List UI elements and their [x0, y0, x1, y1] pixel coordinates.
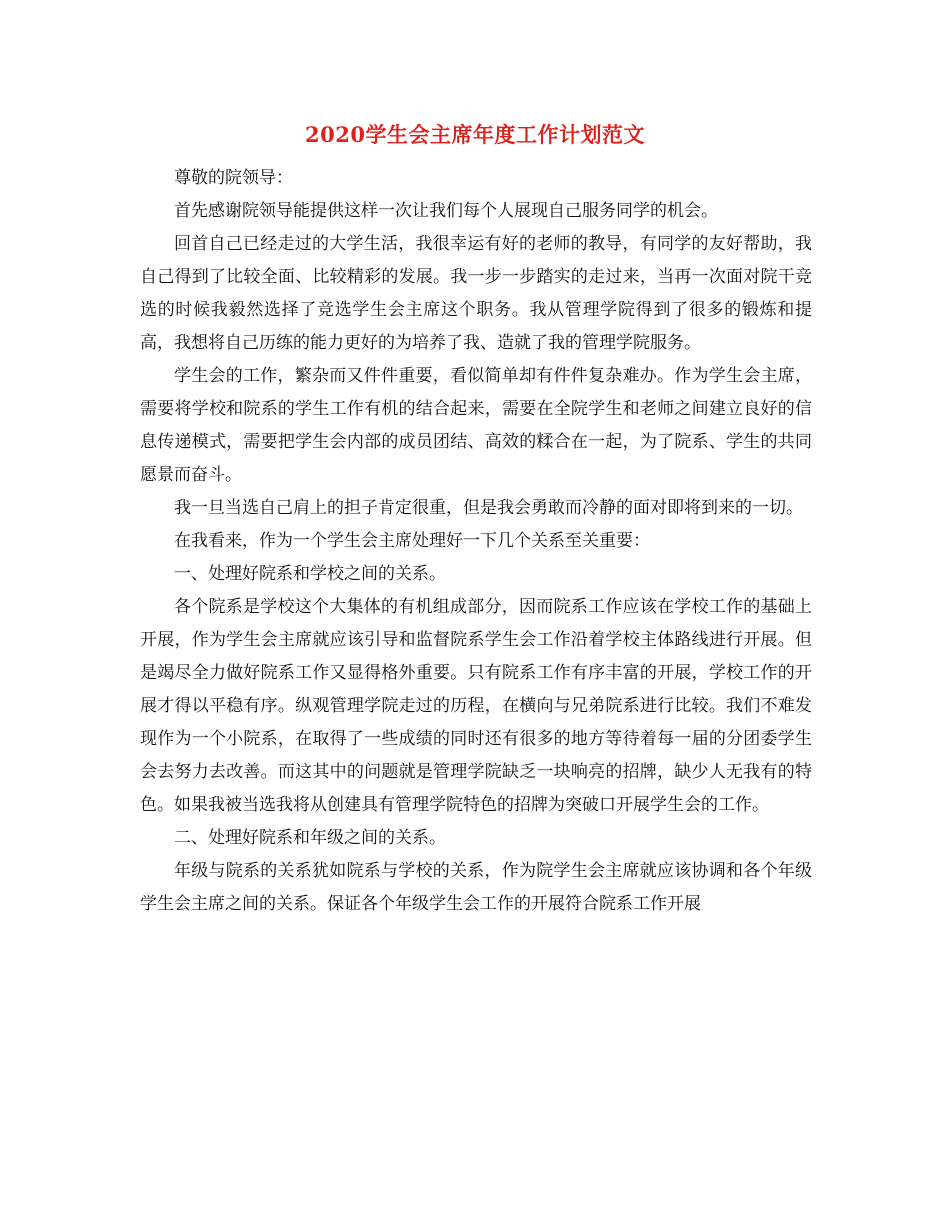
section-heading-1: 一、处理好院系和学校之间的关系。: [174, 564, 446, 584]
paragraph-thanks: 首先感谢院领导能提供这样一次让我们每个人展现自己服务同学的机会。: [174, 201, 718, 221]
section-heading-2: 二、处理好院系和年级之间的关系。: [174, 828, 446, 848]
paragraph-section-2: 年级与院系的关系犹如院系与学校的关系，作为院学生会主席就应该协调和各个年级学生会主席之间的关系。保证各个年级学生会工作的开展符合院系工作开展: [140, 861, 812, 914]
paragraph-salutation: 尊敬的院领导：: [174, 168, 293, 188]
document-title: 2020学生会主席年度工作计划范文: [305, 122, 645, 147]
paragraph-section-1: 各个院系是学校这个大集体的有机组成部分，因而院系工作应该在学校工作的基础上开展，作为学生会主席就应该引导和监督院系学生会工作沿着学校主体路线进行开展。但是竭尽全力做好院系工作又显得格外重要。只有院系工作有序丰富的开展，学校工作的开展才得以平稳有序。纵观管理学院走过的历程，在横向与兄弟院系进行比较。我们不难发现作为一个小院系，在取得了一些成绩的同时还有很多的地方等待着每一届的分团委学生会去努力去改善。而这其中的问题就是管理学院缺乏一块响亮的招牌，缺少人无我有的特色。如果我被当选我将从创建具有管理学院特色的招牌为突破口开展学生会的工作。: [140, 597, 812, 815]
paragraph-responsibility: 我一旦当选自己肩上的担子肯定很重，但是我会勇敢而冷静的面对即将到来的一切。: [174, 498, 803, 518]
paragraph-relationships-intro: 在我看来，作为一个学生会主席处理好一下几个关系至关重要：: [174, 531, 650, 551]
document-body: [140, 162, 812, 921]
paragraph-review: 回首自己已经走过的大学生活，我很幸运有好的老师的教导，有同学的友好帮助，我自己得到了比较全面、比较精彩的发展。我一步一步踏实的走过来，当再一次面对院干竞选的时候我毅然选择了竞选学生会主席这个职务。我从管理学院得到了很多的锻炼和提高，我想将自己历练的能力更好的为培养了我、造就了我的管理学院服务。: [140, 234, 812, 353]
paragraph-student-union-work: 学生会的工作，繁杂而又件件重要，看似简单却有件件复杂难办。作为学生会主席，需要将学校和院系的学生工作有机的结合起来，需要在全院学生和老师之间建立良好的信息传递模式，需要把学生会内部的成员团结、高效的糅合在一起，为了院系、学生的共同愿景而奋斗。: [140, 366, 812, 485]
